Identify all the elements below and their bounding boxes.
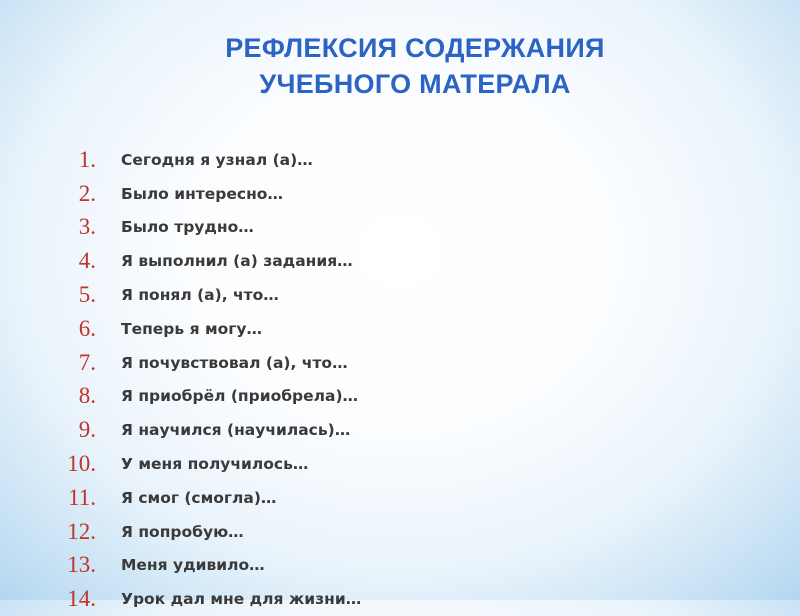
list-item bbox=[50, 278, 361, 312]
item-text: Я понял (а), что… bbox=[121, 286, 279, 305]
list-item bbox=[50, 447, 361, 481]
list-item bbox=[50, 413, 361, 447]
item-text: Меня удивило… bbox=[121, 556, 265, 575]
item-text: Было трудно… bbox=[121, 218, 254, 237]
item-text: Я выполнил (а) задания… bbox=[121, 252, 353, 271]
item-number: 9. bbox=[78, 417, 96, 443]
item-text: Я приобрёл (приобрела)… bbox=[121, 387, 359, 406]
item-number: 11. bbox=[68, 484, 96, 510]
item-number: 10. bbox=[67, 451, 96, 477]
item-number: 13. bbox=[67, 552, 96, 578]
item-number: 14. bbox=[67, 586, 96, 612]
item-text: Теперь я могу… bbox=[121, 319, 262, 338]
item-text: Я попробую… bbox=[121, 522, 244, 541]
item-number: 1. bbox=[78, 146, 96, 172]
list-item bbox=[50, 244, 361, 278]
item-text: Было интересно… bbox=[121, 184, 283, 203]
item-text: Я научился (научилась)… bbox=[121, 421, 351, 440]
item-number: 8. bbox=[78, 383, 96, 409]
slide-title bbox=[160, 30, 670, 102]
list-item bbox=[50, 312, 361, 346]
item-number: 12. bbox=[67, 518, 96, 544]
item-number: 3. bbox=[78, 214, 96, 240]
item-number: 4. bbox=[78, 248, 96, 274]
item-number: 5. bbox=[78, 282, 96, 308]
list-item bbox=[50, 481, 361, 515]
reflection-list bbox=[50, 143, 361, 616]
item-text: Урок дал мне для жизни… bbox=[121, 590, 362, 609]
list-item bbox=[50, 582, 361, 616]
list-item bbox=[50, 177, 361, 211]
list-item bbox=[50, 211, 361, 245]
list-item bbox=[50, 515, 361, 549]
item-text: Сегодня я узнал (а)… bbox=[121, 150, 313, 169]
item-number: 6. bbox=[78, 315, 96, 341]
item-number: 7. bbox=[78, 349, 96, 375]
list-item bbox=[50, 549, 361, 583]
item-text: У меня получилось… bbox=[121, 455, 309, 474]
list-item bbox=[50, 380, 361, 414]
title-line-1: РЕФЛЕКСИЯ СОДЕРЖАНИЯ bbox=[225, 33, 605, 63]
list-item bbox=[50, 346, 361, 380]
list-item bbox=[50, 143, 361, 177]
item-text: Я смог (смогла)… bbox=[121, 488, 277, 507]
title-line-2: УЧЕБНОГО МАТЕРАЛА bbox=[259, 69, 571, 99]
item-text: Я почувствовал (а), что… bbox=[121, 353, 348, 372]
item-number: 2. bbox=[78, 180, 96, 206]
